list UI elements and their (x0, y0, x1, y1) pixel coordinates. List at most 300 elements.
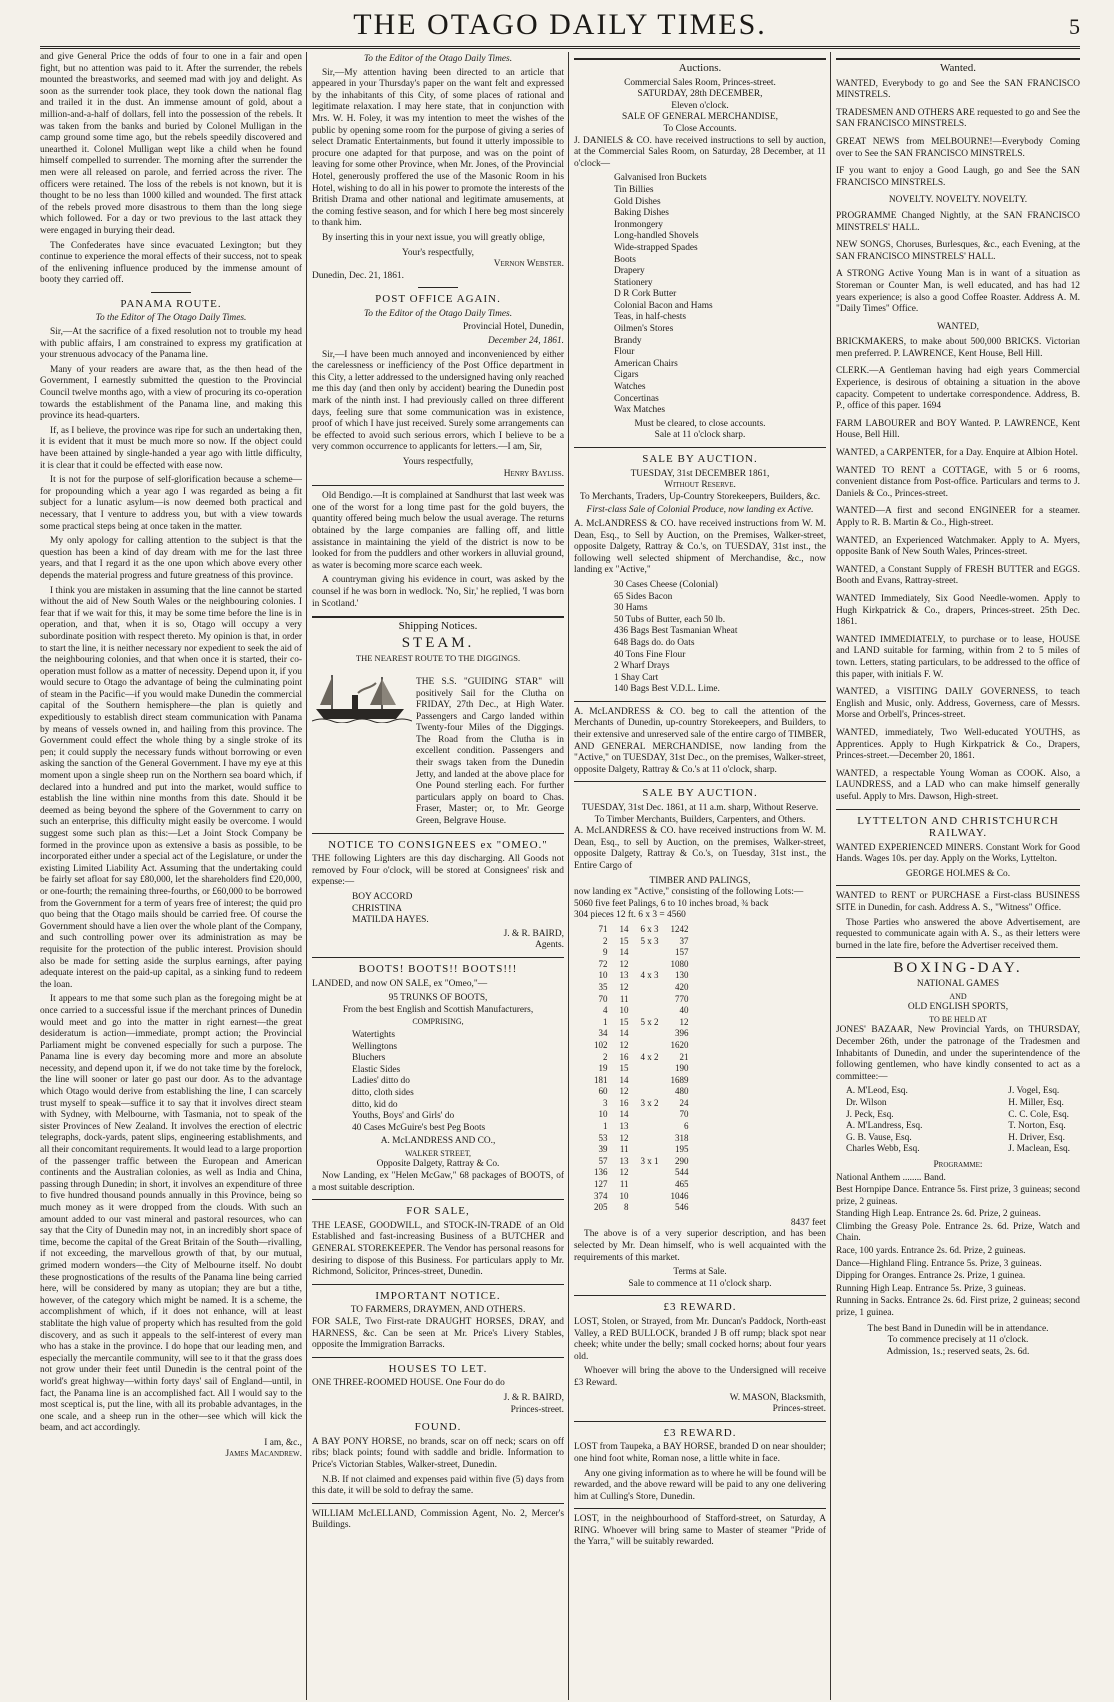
boots-trunks: 95 TRUNKS OF BOOTS, (388, 993, 488, 1004)
timber-cell (635, 1028, 665, 1040)
programme-item: Dipping for Oranges. Entrance 2s. Prize, 1 guinea. (836, 1271, 1026, 1282)
timber-cell: 71 (598, 923, 608, 934)
wanted-ad: WANTED IMMEDIATELY, to purchase or to lease, HOUSE and LAND suitable for farming, within from 2 to 5 miles of town. Letters, stating particulars, to be addressed to the office of this paper, with initials F. W. (836, 634, 1080, 680)
timber-row (588, 982, 695, 994)
timber-row (588, 1040, 695, 1052)
timber-cell: 10 (619, 1005, 629, 1016)
programme-item: Best Hornpipe Dance. Entrance 5s. First prize, 3 guineas; second prize, 2 guineas. (836, 1185, 1080, 1207)
houses-text: ONE THREE-ROOMED HOUSE. One Four do do (312, 1378, 505, 1389)
timber-cell: 14 (619, 1074, 629, 1085)
consignees-sign: J. & R. BAIRD, (503, 928, 564, 939)
committee-member: C. C. Cole, Esq. (1008, 1109, 1069, 1120)
letter-signer: Vernon Webster. (493, 259, 564, 270)
railway-sign: GEORGE HOLMES & Co. (905, 868, 1011, 879)
timber-cell: 102 (594, 1039, 608, 1050)
timber-cell: 1242 (670, 923, 689, 934)
column-3 (574, 52, 826, 1700)
programme-item: Dance—Highland Fling. Entrance 5s. Prize, 3 guineas. (836, 1258, 1042, 1269)
timber-row (588, 959, 695, 971)
timber-cell: 4 (603, 1005, 608, 1016)
letter-paragraph: Sir,—My attention having been directed to an article that appeared in your Thursday's paper on the want felt and expressed by the inhabitants of this City, of some places of rational and legitimate relaxation. I may here state, that in conjunction with Mrs. W. H. Foley, it was my intention to meet the wishes of the public by opening some room for the purpose of giving a series of select Dramatic Entertainments, but found it utterly impossible to procure one adapted for that purpose, and was on the point of leaving for some other Province, when Mr. Jones, of the Provincial Hotel, generously proffered the use of the Masonic Room in his Hotel, wishing to do all in his power to promote the interests of the British Drama and other national and legitimate amusements, at the coming festive season, and for which I here beg most sincerely to thank him. (312, 67, 564, 229)
houses-sign: J. & R. BAIRD, (503, 1392, 564, 1403)
timber-row (588, 1156, 695, 1168)
timber-cell: 70 (598, 993, 608, 1004)
timber-cell: 13 (619, 970, 629, 981)
divider (312, 833, 564, 834)
timber-cell: 318 (675, 1132, 689, 1143)
timber-cell: 2 (603, 1051, 608, 1062)
timber-row (588, 1017, 695, 1029)
wanted-ad: NOVELTY. NOVELTY. NOVELTY. (888, 195, 1028, 206)
programme-heading: Programme: (933, 1159, 983, 1170)
auction4-date: TUESDAY, 31st Dec. 1861, at 11 a.m. sharp, Without Reserve. (581, 803, 819, 814)
auction-room: Commercial Sales Room, Princes-street. (624, 77, 776, 88)
timber-cell (635, 1109, 665, 1121)
letter-addressee: To the Editor of the Otago Daily Times. (363, 54, 513, 64)
timber-cell (635, 1121, 665, 1133)
timber-row (588, 1191, 695, 1203)
timber-cell: 39 (598, 1144, 608, 1155)
timber-row (588, 994, 695, 1006)
auction-item: American Chairs (614, 358, 678, 369)
timber-cell: 1080 (670, 958, 689, 969)
timber-row (588, 1098, 695, 1110)
column-4 (836, 52, 1080, 1700)
committee-member: Dr. Wilson (846, 1097, 887, 1108)
timber-cell: 12 (619, 981, 629, 992)
auction-item: Wax Matches (614, 405, 666, 416)
reward1-whoever: Whoever will bring the above to the Undersigned will receive £3 Reward. (574, 1366, 826, 1388)
commence-note: To commence precisely at 11 o'clock. (887, 1335, 1029, 1346)
wanted-heading: Wanted. (836, 58, 1080, 75)
war-paragraph: The Confederates have since evacuated Lexington; but they continue to experience the moral effects of their success, not to speak of the enlivening influence produced by the immense amount of booty they carried off. (40, 240, 302, 286)
auction-title: SALE OF GENERAL MERCHANDISE, (622, 112, 778, 123)
timber-cell: 11 (619, 993, 629, 1004)
ring-ad: LOST, in the neighbourhood of Stafford-street, on Saturday, A RING. Whoever will bring same to Master of steamer "Pride of the Yarra," will be suitably rewarded. (574, 1514, 826, 1548)
divider (574, 781, 826, 782)
column-rule (568, 52, 569, 1700)
boots-item: Elastic Sides (352, 1064, 401, 1075)
consignees-text: THE following Lighters are this day discharging. All Goods not removed by Four o'clock, will be stored at Consignees' risk and expense:— (312, 854, 564, 888)
timber-cell: 8 (624, 1202, 629, 1213)
auction-item: Cigars (614, 370, 639, 381)
lighters-list (352, 892, 564, 927)
timber-row (588, 1052, 695, 1064)
auction-item: Galvanised Iron Buckets (614, 173, 707, 184)
timber-cell: 4 x 3 (640, 970, 659, 981)
auction2-item: 2 Wharf Drays (614, 661, 670, 672)
divider (312, 1357, 564, 1358)
auction-item: Teas, in half-chests (614, 312, 686, 323)
timber-cell: 13 (619, 1121, 629, 1132)
programme-item: Race, 100 yards. Entrance 2s. 6d. Prize, 2 guineas. (836, 1246, 1026, 1257)
houses-street: Princes-street. (510, 1404, 564, 1415)
timber-row (588, 1086, 695, 1098)
boots-text: LANDED, and now ON SALE, ex "Omeo,"— (312, 978, 488, 989)
programme-item: Standing High Leap. Entrance 2s. 6d. Prize, 2 guineas. (836, 1209, 1041, 1220)
found-nb: N.B. If not claimed and expenses paid within five (5) days from this date, it will be sold to defray the same. (312, 1474, 564, 1497)
reward2-heading: £3 REWARD. (663, 1426, 737, 1439)
timber-cell (635, 1191, 665, 1203)
auction-item: Long-handled Shovels (614, 231, 699, 242)
timber-row (588, 1109, 695, 1121)
reward1-heading: £3 REWARD. (663, 1301, 737, 1314)
divider (312, 1503, 564, 1504)
timber-cell: 40 (679, 1005, 689, 1016)
reward1-text: LOST, Stolen, or Strayed, from Mr. Duncan's Paddock, North-east Valley, a RED BULLOCK, branded J B off rump; black spot near cheek; white under the belly; small cocked horns; about four years old. (574, 1316, 826, 1362)
auction-must: Must be cleared, to close accounts. (634, 418, 766, 429)
forsale-heading: FOR SALE, (406, 1205, 470, 1218)
wanted-ad: GREAT NEWS from MELBOURNE!—Everybody Coming over to See the SAN FRANCISCO MINSTRELS. (836, 136, 1080, 159)
timber-cell: 5 x 2 (640, 1016, 659, 1027)
timber-cell: 127 (594, 1179, 608, 1190)
timber-row (588, 1121, 695, 1133)
timber-cell: 12 (679, 1016, 689, 1027)
timber-cell (635, 1144, 665, 1156)
auction2-item: 648 Bags do. do Oats (614, 637, 695, 648)
auction2-reserve: Without Reserve. (664, 480, 736, 491)
timber-cell: 19 (598, 1063, 608, 1074)
timber-cell: 544 (675, 1167, 689, 1178)
consignees-role: Agents. (535, 940, 564, 951)
steam-route: THE NEAREST ROUTE TO THE DIGGINGS. (355, 653, 521, 664)
timber-cell: 5 x 3 (640, 935, 659, 946)
reward1-sign: W. MASON, Blacksmith, (729, 1392, 826, 1403)
timber-row (588, 970, 695, 982)
auction4-lots-intro: now landing ex "Active," consisting of the following Lots:— (574, 887, 804, 898)
boxing-held: TO BE HELD AT (929, 1014, 987, 1024)
auction-item: Gold Dishes (614, 196, 661, 207)
timber-cell (635, 1063, 665, 1075)
timber-cell: 9 (603, 947, 608, 958)
auction2-to: To Merchants, Traders, Up-Country Storekeepers, Builders, &c. (579, 491, 821, 502)
panama-paragraph: I think you are mistaken in assuming that the line cannot be started without the aid of New South Wales or the neighbouring colonies. I fear that if we wait for this, it may be some time before the line is in operation, and that, when it is so, Otago will occupy a very subordinate position with respect thereto. My opinion is that, in order to start the line, it is neither necessary nor expedient to seek the aid of the neighbouring colonies, and that when once it is started, their co-operation must follow as a matter of necessity. Depend upon it, if you would secure to Otago the advantage of being the culminating point of steam in the Pacific—if you would make Dunedin the commercial capital of the Southern hemisphere—the plan is quietly and expeditiously to establish direct steam communication with Panama by means of vessels owned in, and hailing from this province. The Government could effect the whole thing by a single stroke of its pen; it could supply the necessary funds without borrowing or even asking the sanction of the General Government. I have my eye at this moment upon a single sheep run on the Northern sea board which, if declared into a hundred and put into the market, would suffice to establish the line within nine months from this date. Should it be deemed as being beyond the sphere of the Government to carry on such an enterprise, this difficulty might easily be overcome. I would suggest some such plan as this:—Let a Joint Stock Company be formed in the province upon as extensive a basis as possible, to be incorporated either under a special act of the Legislature, or under the existing Limited Liability Act. Assuming that the undertaking could be fairly set afloat for say £80,000, let the shareholders find £20,000, or one-fourth; the remaining three-fourths, or £60,000 to be borrowed from the Government for a term of years free of interest; the quid pro quo being that the Otago mails should be carried free. Of course the Government should have a lien over the whole plant of the Company, and such controlling power over its administration as may be requisite for the protection of the public interest. Provision should also be made for setting aside the surplus earnings, after paying adequate interest on the paid-up capital, as a sinking fund to redeem the loan. (40, 585, 302, 990)
wanted-ad: PROGRAMME Changed Nightly, at the SAN FRANCISCO MINSTRELS' HALL. (836, 210, 1080, 233)
timber-cell: 3 x 1 (640, 1155, 659, 1166)
wanted-ad: WANTED Immediately, Six Good Needle-women. Apply to Hugh Kirkpatrick & Co., drapers, Princes-street. 25th Dec. 1861. (836, 593, 1080, 628)
committee-right (1008, 1086, 1070, 1156)
timber-cell: 3 x 2 (640, 1097, 659, 1108)
auction4-text: A. McLANDRESS & CO. have received instructions from W. M. Dean, Esq., to sell by Auction, on the premises, Walker-street, opposite Dalgety, Rattray & Co.'s, on Tuesday, 31st inst., the Entire Cargo of (574, 826, 826, 871)
timber-row (588, 947, 695, 959)
auction4-commence: Sale to commence at 11 o'clock sharp. (628, 1278, 772, 1289)
boots-firm: A. McLANDRESS AND CO., (380, 1136, 496, 1147)
auction-item: Baking Dishes (614, 208, 669, 219)
wanted-ad: WANTED, a Constant Supply of FRESH BUTTER and EGGS. Booth and Evans, Rattray-street. (836, 564, 1080, 587)
timber-cell (635, 1075, 665, 1087)
timber-cell: 57 (598, 1155, 608, 1166)
wanted-ad: WANTED TO RENT a COTTAGE, with 5 or 6 rooms, convenient distance from Post-office. Particulars and terms to J. Daniels & Co., Princes-street. (836, 465, 1080, 499)
timber-cell (635, 994, 665, 1006)
letter-paragraph: Sir,—I have been much annoyed and inconvenienced by either the carelessness or inefficiency of the Post Office department in this City, a letter addressed to the undersigned having only reached me this day (and then only by accident) bearing the Dunedin post mark of the ninth inst. I had previously called on three different days, feeling sure that some communication was in existence, proof of which I have just received. Surely some arrangements can be effected to avoid such serious errors, which I believe to be a very common occurrence to applicants for letters.—I am, Sir, (312, 349, 564, 453)
committee-member: H. Miller, Esq. (1008, 1097, 1064, 1108)
wanted-ad: WANTED, immediately, Two Well-educated YOUTHS, as Apprentices. Apply to Hugh Kirkpatrick & Co., Drapers, Princes-street.—December 20, 1861. (836, 727, 1080, 762)
letter-addressee: To the Editor of the Otago Daily Times. (363, 308, 513, 319)
timber-cell: 190 (675, 1063, 689, 1074)
timber-cell: 16 (619, 1051, 629, 1062)
wanted-ad: WANTED, a VISITING DAILY GOVERNESS, to teach English and Music, only. Address, Governess, care of Messrs. Morse and Orbell's, Princes-street. (836, 687, 1080, 721)
wanted-ad: IF you want to enjoy a Good Laugh, go and See the SAN FRANCISCO MINSTRELS. (836, 166, 1080, 188)
committee-member: J. Peck, Esq. (846, 1109, 894, 1120)
auction-item: D R Cork Butter (614, 289, 677, 300)
committee-member: J. Vogel, Esq. (1008, 1086, 1060, 1097)
reward1-street: Princes-street. (772, 1404, 826, 1415)
timber-cell: 10 (598, 1109, 608, 1120)
timber-cell: 1689 (670, 1074, 689, 1085)
bendigo-paragraph: Old Bendigo.—It is complained at Sandhurst that last week was one of the worst for a long time past for the gold buyers, the quantity offered being much below the usual average. The returns obtained by the large companies are falling off, and little assistance in maintaining the yield of the district is now to be looked for from the puddlers and other workers in alluvial ground, as water is becoming more scarce each week. (312, 491, 564, 571)
panama-closing: I am, &c., (264, 1437, 302, 1448)
timber-cell: 6 (684, 1121, 689, 1132)
timber-cell: 465 (675, 1179, 689, 1190)
timber-cell: 396 (675, 1028, 689, 1039)
timber-total: 8437 feet (790, 1217, 826, 1228)
boxing-text: JONES' BAZAAR, New Provincial Yards, on THURSDAY, December 26th, under the patronage of the Tradesmen and Inhabitants of Dunedin, and under the superintendence of the following gentlemen, who have kindly consented to act as a committee:— (836, 1025, 1080, 1082)
important-sub: TO FARMERS, DRAYMEN, AND OTHERS. (350, 1305, 526, 1316)
wanted-ad: WANTED, a CARPENTER, for a Day. Enquire at Albion Hotel. (836, 448, 1078, 459)
masthead (40, 6, 1080, 49)
timber-cell: 290 (675, 1155, 689, 1166)
auction2-item: 1 Shay Cart (614, 672, 659, 683)
timber-cell: 480 (675, 1086, 689, 1097)
timber-cell: 420 (675, 981, 689, 992)
auction-item: Flour (614, 347, 635, 358)
timber-cell (635, 947, 665, 959)
forsale-text: THE LEASE, GOODWILL, and STOCK-IN-TRADE of an Old Established and fast-increasing Business of a BUTCHER and GENERAL STOREKEEPER. The Vendor has personal reasons for desiring to dispose of this Business. For particulars apply to Mr. Richmond, Solicitor, Princes-street, Dunedin. (312, 1220, 564, 1278)
timber-cell: 10 (598, 970, 608, 981)
timber-cell: 12 (619, 1039, 629, 1050)
auction2-text: A. McLANDRESS & CO. have received instructions from W. M. Dean, Esq., to Sell by Auction, on the Premises, Walker-street, opposite Dalgety, Rattray & Co.'s, on TUESDAY, 31st inst., the following well selected shipment of Merchandise, &c., now landing ex "Active," (574, 518, 826, 576)
timber-cell (635, 1133, 665, 1145)
boots-item: Wellingtons (352, 1041, 398, 1052)
panama-paragraph: It is not for the purpose of self-glorification because a scheme—for propounding which a year ago I was regarded as being a fit subject for a lunatic asylum—is now deemed both practical and necessary, that I venture to address you, but with a view towards some practical steps being at once taken in the matter. (40, 475, 302, 532)
committee-member: A. M'Leod, Esq. (846, 1086, 908, 1097)
wanted-ad: NEW SONGS, Choruses, Burlesques, &c., each Evening, at the SAN FRANCISCO MINSTRELS' HALL. (836, 240, 1080, 262)
timber-cell: 130 (675, 970, 689, 981)
timber-cell: 136 (594, 1167, 608, 1178)
auction4-to: To Timber Merchants, Builders, Carpenters, and Others. (594, 814, 806, 825)
steam-heading: STEAM. (401, 634, 475, 651)
auction2-item: 65 Sides Bacon (614, 591, 673, 602)
timber-cell: 16 (619, 1097, 629, 1108)
panama-paragraph: If, as I believe, the province was ripe for such an undertaking then, it is evident that it must be much more so now. If the object could have been attained by single-handed a year ago with little difficulty, it is clear that it could be effected with ease now. (40, 425, 302, 471)
auction-items (614, 173, 826, 416)
programme-item: Running High Leap. Entrance 5s. Prize, 3 guineas. (836, 1283, 1026, 1294)
houses-heading: HOUSES TO LET. (388, 1362, 488, 1375)
boots-item: Watertights (352, 1029, 395, 1040)
timber-cell: 21 (679, 1051, 689, 1062)
letter-address-date: December 24, 1861. (487, 336, 564, 347)
timber-cell (635, 1040, 665, 1052)
timber-row (588, 1133, 695, 1145)
auction-item: Colonial Bacon and Hams (614, 300, 713, 311)
reward2-text: LOST from Taupeka, a BAY HORSE, branded D on near shoulder; one hind foot white, Roman nose, a little white in face. (574, 1442, 826, 1464)
auction2-item: 30 Cases Cheese (Colonial) (614, 579, 718, 590)
divider (574, 1421, 826, 1422)
auction-item: Concertinas (614, 393, 659, 404)
divider (836, 809, 1080, 810)
divider (312, 1284, 564, 1285)
timber-cell: 72 (598, 958, 608, 969)
auction-item: Oilmen's Stores (614, 324, 674, 335)
auctions-heading: Auctions. (574, 58, 826, 75)
column-2 (312, 52, 564, 1700)
timber-cell: 60 (598, 1086, 608, 1097)
boots-comprising: COMPRISING, (412, 1017, 464, 1027)
important-heading: IMPORTANT NOTICE. (375, 1289, 501, 1302)
boxing-and: AND (949, 991, 967, 1001)
wanted-ad: WANTED, Everybody to go and See the SAN FRANCISCO MINSTRELS. (836, 78, 1080, 101)
column-rule (306, 52, 307, 1700)
post-office-heading: POST OFFICE AGAIN. (375, 293, 501, 306)
letter-closing: Your's respectfully, (402, 247, 474, 258)
timber-cell (635, 959, 665, 971)
auction2-item: 50 Tubs of Butter, each 50 lb. (614, 614, 726, 625)
boots-item: Ladies' ditto do (352, 1076, 410, 1087)
steamship-icon (312, 669, 412, 723)
auction2-item: 40 Tons Fine Flour (614, 649, 686, 660)
auction4-cargo: TIMBER AND PALINGS, (649, 875, 751, 886)
timber-cell: 1 (603, 1121, 608, 1132)
admission-note: Admission, 1s.; reserved seats, 2s. 6d. (886, 1346, 1030, 1357)
timber-cell: 1 (603, 1016, 608, 1027)
wanted-ad: A STRONG Active Young Man is in want of a situation as Storeman or Counter Man, is well educated, and has had 12 years experience; is also a good Coffee Roaster. Address A. M. "Daily Times" Office. (836, 269, 1080, 315)
auction-item: Watches (614, 382, 646, 393)
mclelland-ad: WILLIAM McLELLAND, Commission Agent, No. 2, Mercer's Buildings. (312, 1508, 564, 1531)
columns (40, 52, 1080, 1702)
rent-ad: WANTED to RENT or PURCHASE a First-class BUSINESS SITE in Dunedin, for cash. Address A. S., "Witness" Office. (836, 891, 1080, 914)
wanted-ad: WANTED—A first and second ENGINEER for a steamer. Apply to R. B. Martin & Co., High-street. (836, 506, 1080, 528)
timber-cell (635, 982, 665, 994)
timber-cell: 4 x 2 (640, 1051, 659, 1062)
timber-cell: 14 (619, 947, 629, 958)
timber-cell: 374 (594, 1190, 608, 1201)
boots-list (352, 1030, 564, 1134)
boxing-heading: BOXING-DAY. (893, 960, 1023, 977)
timber-cell: 35 (598, 981, 608, 992)
boots-from: From the best English and Scottish Manufacturers, (342, 1004, 534, 1015)
auction4-heading: SALE BY AUCTION. (642, 787, 758, 800)
railway-text: WANTED EXPERIENCED MINERS. Constant Work for Good Hands. Wages 10s. per day. Apply on the Works, Lyttelton. (836, 842, 1080, 865)
wanted-ad: BRICKMAKERS, to make about 500,000 BRICKS. Victorian men preferred. P. LAWRENCE, Kent House, Bell Hill. (836, 337, 1080, 359)
countryman-paragraph: A countryman giving his evidence in court, was asked by the counsel if he was born in wedlock. 'No, Sir,' he replied, 'I was born in Scotland.' (312, 575, 564, 609)
important-text: FOR SALE, Two First-rate DRAUGHT HORSES, DRAY, and HARNESS, &c. Can be seen at Mr. Price's Livery Stables, opposite the Immigration Barracks. (312, 1317, 564, 1351)
column-rule (830, 52, 831, 1700)
timber-row (588, 924, 695, 936)
wanted-ad: WANTED, (937, 321, 979, 332)
auction-text: J. DANIELS & CO. have received instructions to sell by auction, at the Commercial Sales Room, on Saturday, 28 December, at 11 o'clock— (574, 135, 826, 169)
committee-member: J. Maclean, Esq. (1008, 1144, 1070, 1155)
timber-cell (635, 1005, 665, 1017)
timber-cell: 15 (619, 935, 629, 946)
timber-cell: 15 (619, 1016, 629, 1027)
auction2-date: TUESDAY, 31st DECEMBER 1861, (630, 468, 770, 479)
committee-left (846, 1086, 922, 1156)
divider (418, 287, 458, 288)
page-number: 5 (1069, 14, 1080, 39)
timber-cell: 14 (619, 923, 629, 934)
railway-heading: LYTTELTON AND CHRISTCHURCH RAILWAY. (857, 815, 1059, 840)
auction4-above: The above is of a very superior description, and has been selected by Mr. Dean himself, who is well acquainted with the requirements of this market. (574, 1229, 826, 1263)
timber-row (588, 1075, 695, 1087)
boxing-games: NATIONAL GAMES (916, 979, 1000, 989)
auction4-pieces: 304 pieces 12 ft. 6 x 3 = 4560 (574, 910, 686, 921)
timber-cell: 15 (619, 1063, 629, 1074)
timber-cell: 205 (594, 1202, 608, 1213)
letter-signer: Henry Bayliss. (503, 468, 564, 479)
timber-cell: 70 (679, 1109, 689, 1120)
timber-cell: 1620 (670, 1039, 689, 1050)
committee-list (846, 1086, 1070, 1156)
lighter-name: CHRISTINA (352, 903, 403, 914)
timber-cell: 13 (619, 1155, 629, 1166)
timber-cell: 12 (619, 1086, 629, 1097)
timber-cell: 14 (619, 1109, 629, 1120)
committee-member: A. M'Landress, Esq. (846, 1121, 923, 1132)
panama-heading: PANAMA ROUTE. (120, 297, 222, 310)
auction-item: Ironmongery (614, 219, 663, 230)
timber-cell: 195 (675, 1144, 689, 1155)
timber-cell: 12 (619, 958, 629, 969)
committee-member: G. B. Vause, Esq. (846, 1132, 912, 1143)
auction-item: Boots (614, 254, 636, 265)
timber-cell: 157 (675, 947, 689, 958)
auction2-item: 30 Hams (614, 603, 648, 614)
wanted-ad: WANTED, a respectable Young Woman as COOK. Also, a LAUNDRESS, and a LAD who can make himself generally useful. Apply to Mrs. Dawson, High-street. (836, 768, 1080, 802)
column-1 (40, 52, 302, 1700)
wanted-ad: FARM LABOURER and BOY Wanted. P. LAWRENCE, Kent House, Bell Hill. (836, 418, 1080, 441)
committee-member: T. Norton, Esq. (1008, 1121, 1066, 1132)
timber-cell: 11 (619, 1144, 629, 1155)
auction2-items (614, 580, 826, 696)
auction4-terms: Terms at Sale. (673, 1267, 727, 1278)
auction2-heading: SALE BY AUCTION. (642, 453, 758, 465)
auction-sub: To Close Accounts. (663, 123, 737, 134)
programme-item: Running in Sacks. Entrance 2s. 6d. First prize, 2 guineas; second prize, 1 guinea. (836, 1296, 1080, 1319)
found-heading: FOUND. (414, 1421, 462, 1434)
boots-item: Youths, Boys' and Girls' do (352, 1111, 455, 1122)
boots-item: 40 Cases McGuire's best Peg Boots (352, 1122, 486, 1133)
boots-item: ditto, kid do (352, 1099, 398, 1110)
timber-cell (635, 1167, 665, 1179)
divider (312, 485, 564, 486)
timber-row (588, 1179, 695, 1191)
consignees-heading: NOTICE TO CONSIGNEES ex "OMEO." (328, 838, 548, 851)
divider (836, 885, 1080, 886)
newspaper-title: THE OTAGO DAILY TIMES. (353, 8, 767, 41)
timber-cell: 34 (598, 1028, 608, 1039)
timber-cell: 12 (619, 1167, 629, 1178)
letter-address: Provincial Hotel, Dunedin, (462, 322, 564, 333)
auction2-first: First-class Sale of Colonial Produce, now landing ex Active. (586, 505, 814, 516)
panama-paragraph: It appears to me that some such plan as the foregoing might be at once carried to a successful issue if the merchant princes of Dunedin would meet and go into the matter in right earnest—the great desideratum is action—immediate, prompt action; the Provincial Parliament might be convened especially for such a purpose. The Panama line is every day becoming more and more an absolute necessity, and depend upon it, if we do not take time by the forelock, the line will sooner or later go past our door. As to the advantage which Otago would derive from establishing the line, I can scarcely trust myself to speak—suffice it to say that it involves direct steam with Sydney, with Melbourne, with Tasmania, not to speak of the sister Provinces of New Zealand. It involves the erection of electric telegraphs, dock-yards, patent slips, engineering establishments, and all their concomitant requirements. It would lead to a large proportion of the passenger traffic between the European and American continents and the Australian colonies, as well as India and China, passing through Dunedin; in short, it involves an expenditure of three to five hundred thousand pounds annually in this Province, being so much money as it were dropped from the clouds. With such an amount added to our vast mineral and pastoral resources, who can say that the City of Dunedin may not, in an incredibly short space of time, become the capital of the Great Britain of the South—rivalling, if not exceeding, the marvellous growth of that, by our mutual, grimed modern wonders—the City of Melbourne itself. No doubt these prognostications of the results of the Panama line being carried here, will be considered by many as utopian; they are but a tithe, however, of the category which might be named. It is a scheme, the accomplishment of which, if it does not enhance, will at least stablitate the high value of property which has resulted from the gold discovery, and as such it appeals to the self-interest of every man who has a stake in the province. I do hope that our leading men, and especially the mercantile community, will see to it that the grass does not grow under their feet until Dunedin is the central point of the world's great highway—within forty days' sail of England—until, in fact, the Panama line is an accomplished fact. All I would say to the most sceptical is, put the line, with all its probable advantages, in the one scale, and a sheep run in the other—see which will kick the beam, and act accordingly. (40, 994, 302, 1434)
timber-cell: 2 (603, 935, 608, 946)
steam-ad: THE S.S. "GUIDING STAR" will positively Sail for the Clutha on FRIDAY, 27th Dec., at High Water. Passengers and Cargo landed within Twenty-four Miles of the Diggings. The Road from the Clutha is in excellent condition. Passengers and their swags taken from the Dunedin Jetty, and landed at the above place for One Pound sterling each. For further particulars apply on board to Chas. Fraser, Master; or, to Mr. George Green, Belgrave House. (416, 676, 564, 827)
divider (574, 1295, 826, 1296)
auction-item: Wide-strapped Spades (614, 242, 698, 253)
panama-signer: James Macandrew. (225, 1449, 302, 1460)
parties-ad: Those Parties who answered the above Advertisement, are requested to communicate again with A. S., as their letters were burned in the late fire, before the Advertiser received them. (836, 917, 1080, 951)
timber-row (588, 1167, 695, 1179)
timber-cell: 37 (679, 935, 689, 946)
auction2-item: 140 Bags Best V.D.L. Lime. (614, 684, 720, 695)
auction-item: Stationery (614, 277, 653, 288)
divider (836, 957, 1080, 958)
shipping-heading: Shipping Notices. (312, 616, 564, 633)
timber-cell: 1046 (670, 1190, 689, 1201)
letter-paragraph: By inserting this in your next issue, you will greatly oblige, (322, 232, 545, 243)
divider (574, 1508, 826, 1509)
boots-street: WALKER STREET, (404, 1148, 472, 1158)
